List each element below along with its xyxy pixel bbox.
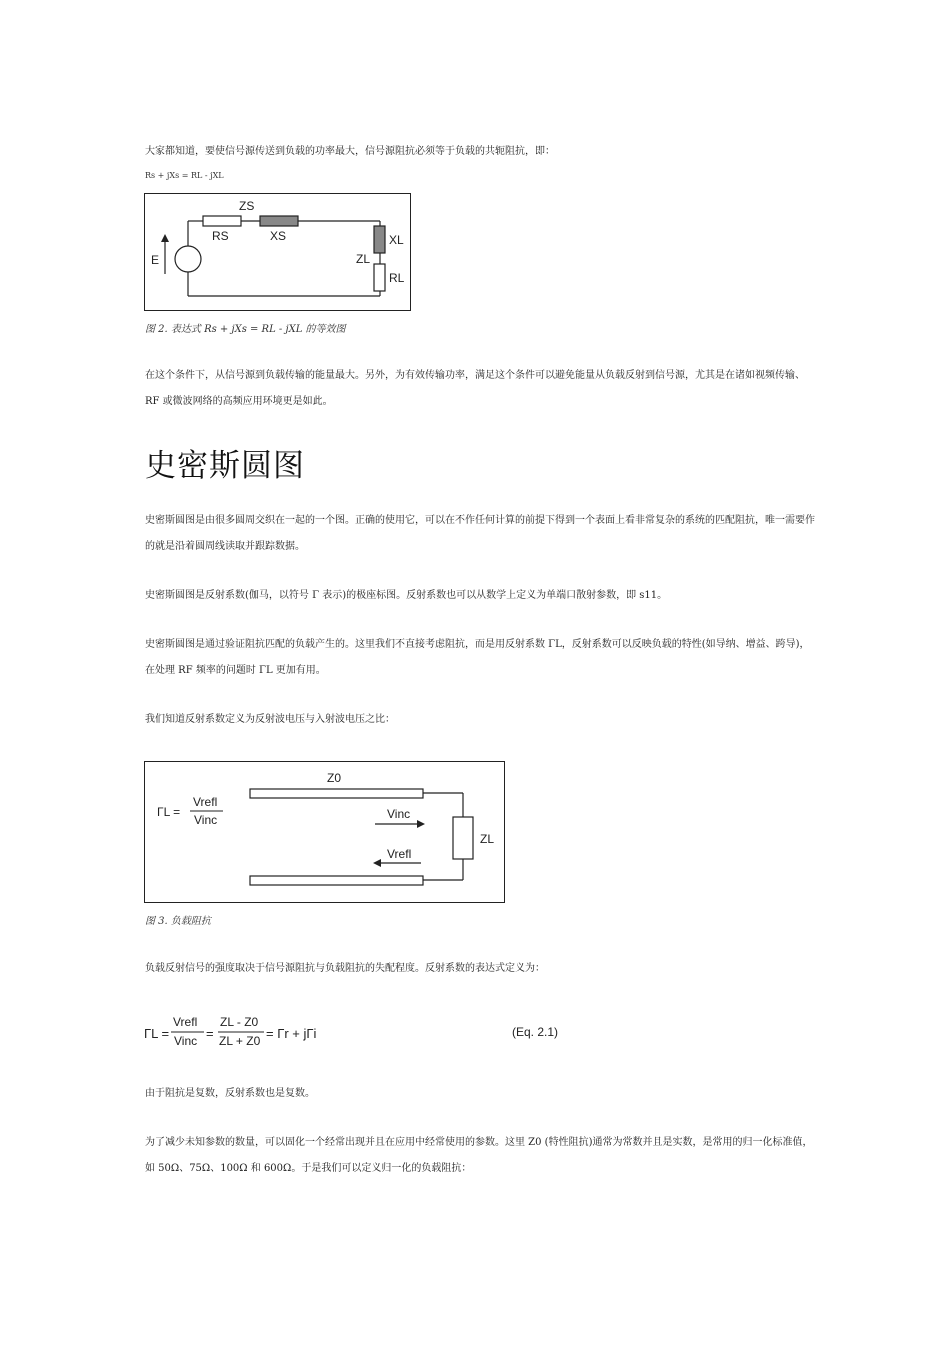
label-zs: ZS bbox=[239, 199, 255, 213]
label-rs: RS bbox=[212, 229, 229, 243]
label-vrefl: Vrefl bbox=[387, 847, 412, 861]
arrow-up-icon bbox=[161, 234, 169, 242]
equation-graphic bbox=[140, 1008, 580, 1054]
load-zl bbox=[453, 817, 473, 859]
label-xl: XL bbox=[389, 233, 404, 247]
resistor-rl bbox=[374, 264, 385, 291]
line-top bbox=[250, 789, 423, 798]
section-heading: 史密斯圆图 bbox=[145, 448, 305, 484]
label-e: E bbox=[151, 253, 160, 267]
paragraph-smith-polar: 史密斯圆图是反射系数(伽马，以符号 Γ 表示)的极座标图。反射系数也可以从数学上定义为单端口散射参数，即 s11。 bbox=[145, 590, 668, 601]
eq-tag: (Eq. 2.1) bbox=[512, 1025, 559, 1039]
paragraph-reflection-def: 我们知道反射系数定义为反射波电压与入射波电压之比： bbox=[145, 714, 395, 725]
equation-2-1 bbox=[140, 1008, 580, 1054]
label-zl: ZL bbox=[356, 252, 371, 266]
figure-3-caption: 图 3. 负载阻抗 bbox=[145, 916, 211, 927]
label-z0: Z0 bbox=[327, 771, 342, 785]
eq-zl-plus-z0: ZL + Z0 bbox=[219, 1034, 261, 1048]
eq-rhs: = Γr + jΓi bbox=[266, 1026, 317, 1041]
eq-vrefl: Vrefl bbox=[173, 1015, 198, 1029]
arrow-left-icon bbox=[373, 859, 381, 867]
eq-zl-minus-z0: ZL - Z0 bbox=[220, 1015, 259, 1029]
reactance-xl bbox=[374, 226, 385, 253]
paragraph-max-transfer: 在这个条件下，从信号源到负载传输的能量最大。另外，为有效传输功率，满足这个条件可以避免能量从负载反射到信号源，尤其是在诸如视频传输、RF 或微波网络的高频应用环境更是如此。 bbox=[145, 370, 805, 407]
figure-3-load bbox=[144, 761, 505, 903]
arrow-right-icon bbox=[417, 820, 425, 828]
label-gamma: ΓL = bbox=[157, 805, 181, 819]
figure-2-caption: 图 2. 表达式 Rs + jXs = RL - jXL 的等效图 bbox=[145, 324, 346, 335]
label-vrefl-num: Vrefl bbox=[193, 795, 218, 809]
label-zl: ZL bbox=[480, 832, 495, 846]
label-xs: XS bbox=[270, 229, 287, 243]
intro-paragraph: 大家都知道，要使信号源传送到负载的功率最大，信号源阻抗必须等于负载的共轭阻抗，即： bbox=[145, 146, 555, 157]
paragraph-smith-gamma: 史密斯圆图是通过验证阻抗匹配的负载产生的。这里我们不直接考虑阻抗，而是用反射系数 ΓL，反射系数可以反映负载的特性(如导纳、增益、跨导)，在处理 RF 频率的问题时 ΓL 更加有用。 bbox=[145, 639, 810, 676]
eq-vinc: Vinc bbox=[174, 1034, 198, 1048]
circuit-diagram bbox=[145, 194, 410, 310]
paragraph-smith-intro: 史密斯圆图是由很多圆周交织在一起的一个图。正确的使用它，可以在不作任何计算的前提下得到一个表面上看非常复杂的系统的匹配阻抗，唯一需要作的就是沿着圆周线读取并跟踪数据。 bbox=[145, 515, 815, 552]
voltage-source bbox=[175, 246, 201, 272]
resistor-rs bbox=[203, 216, 241, 226]
paragraph-mismatch: 负载反射信号的强度取决于信号源阻抗与负载阻抗的失配程度。反射系数的表达式定义为： bbox=[145, 963, 545, 974]
transmission-line-diagram bbox=[145, 762, 504, 902]
eq-equals: = bbox=[206, 1026, 214, 1041]
paragraph-complex: 由于阻抗是复数，反射系数也是复数。 bbox=[145, 1088, 315, 1099]
reactance-xs bbox=[260, 216, 298, 226]
label-vinc: Vinc bbox=[387, 807, 411, 821]
label-vinc-den: Vinc bbox=[194, 813, 218, 827]
conjugate-formula: Rs + jXs = RL - jXL bbox=[145, 171, 224, 180]
label-rl: RL bbox=[389, 271, 405, 285]
line-bottom bbox=[250, 876, 423, 885]
figure-2-circuit bbox=[144, 193, 411, 311]
paragraph-normalization: 为了减少未知参数的数量，可以固化一个经常出现并且在应用中经常使用的参数。这里 Z0 (特性阻抗)通常为常数并且是实数，是常用的归一化标准值，如 50Ω、75Ω、100Ω 和 600Ω。于是我们可以定义归一化的负载阻抗： bbox=[145, 1137, 813, 1174]
eq-lhs: ΓL = bbox=[144, 1026, 170, 1041]
